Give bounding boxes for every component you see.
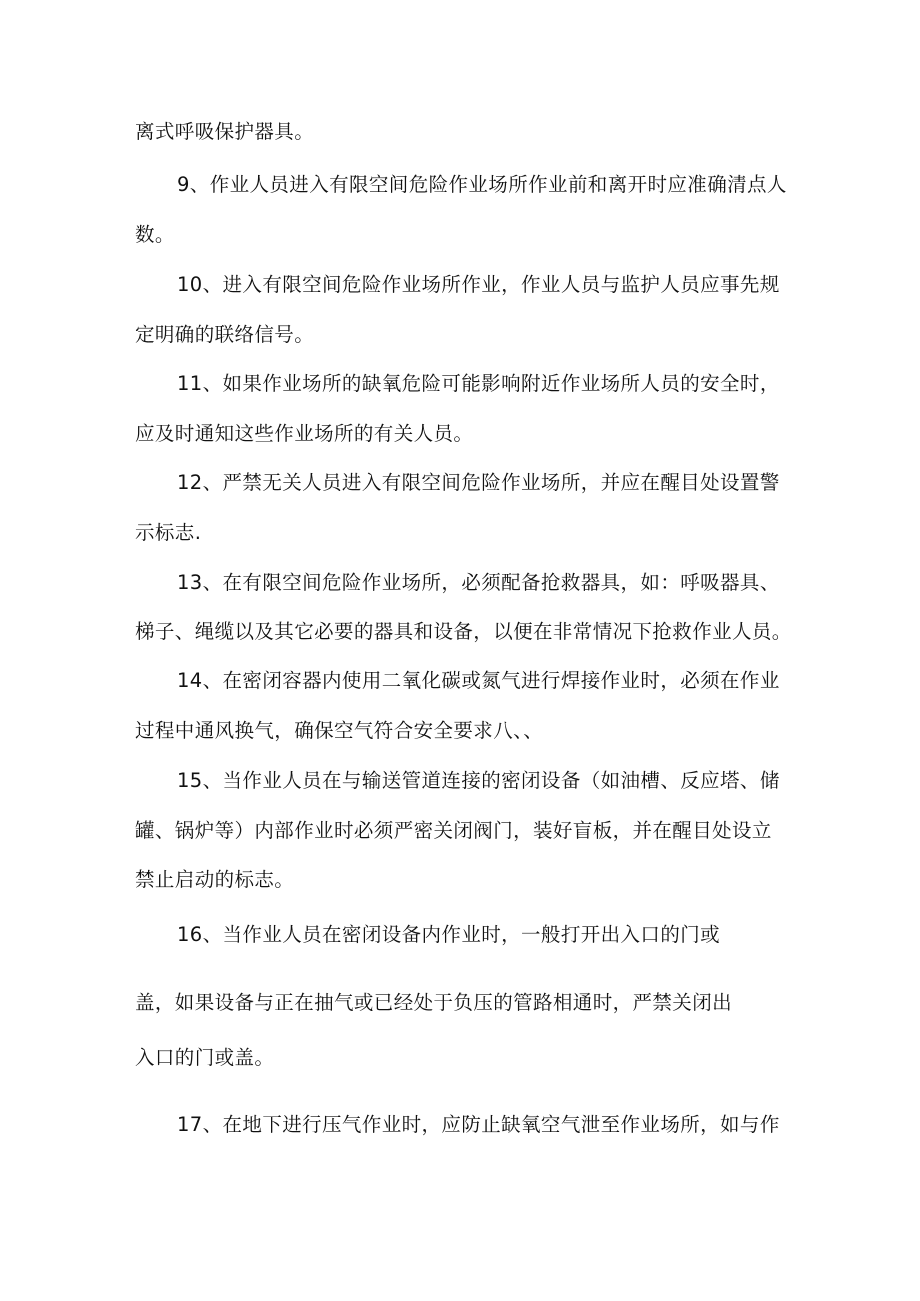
item-12-line-1: 12、严禁无关人员进入有限空间危险作业场所，并应在醒目处设置警 [177,471,780,494]
item-13-line-1: 13、在有限空间危险作业场所，必须配备抢救器具，如：呼吸器具、 [177,571,780,594]
item-10-line-2: 定明确的联络信号。 [135,323,315,346]
text-line-1: 离式呼吸保护器具。 [135,120,315,143]
item-13-line-2: 梯子、绳缆以及其它必要的器具和设备，以便在非常情况下抢救作业人员。 [135,620,792,643]
item-17-line-1: 17、在地下进行压气作业时，应防止缺氧空气泄至作业场所，如与作 [177,1113,780,1136]
item-14-line-2: 过程中通风换气，确保空气符合安全要求八、、 [135,719,544,742]
item-16-line-2: 盖，如果设备与正在抽气或已经处于负压的管路相通时，严禁关闭出 [135,991,733,1014]
item-10-line-1: 10、进入有限空间危险作业场所作业，作业人员与监护人员应事先规 [177,273,780,296]
item-15-line-3: 禁止启动的标志。 [135,868,295,891]
item-9-line-1: 9、作业人员进入有限空间危险作业场所作业前和离开时应准确清点人 [177,173,787,196]
item-16-line-3: 入口的门或盖。 [135,1046,275,1069]
item-9-line-2: 数。 [135,223,175,246]
item-11-line-1: 11、如果作业场所的缺氧危险可能影响附近作业场所人员的安全时， [177,372,780,395]
item-16-line-1: 16、当作业人员在密闭设备内作业时，一般打开出入口的门或 [177,923,721,946]
item-14-line-1: 14、在密闭容器内使用二氧化碳或氮气进行焊接作业时，必须在作业 [177,669,780,692]
item-15-line-1: 15、当作业人员在与输送管道连接的密闭设备（如油槽、反应塔、储 [177,769,780,792]
item-15-line-2: 罐、锅炉等）内部作业时必须严密关闭阀门，装好盲板，并在醒目处设立 [135,819,772,842]
item-11-line-2: 应及时通知这些作业场所的有关人员。 [135,422,474,445]
item-12-line-2: 示标志. [135,521,202,544]
